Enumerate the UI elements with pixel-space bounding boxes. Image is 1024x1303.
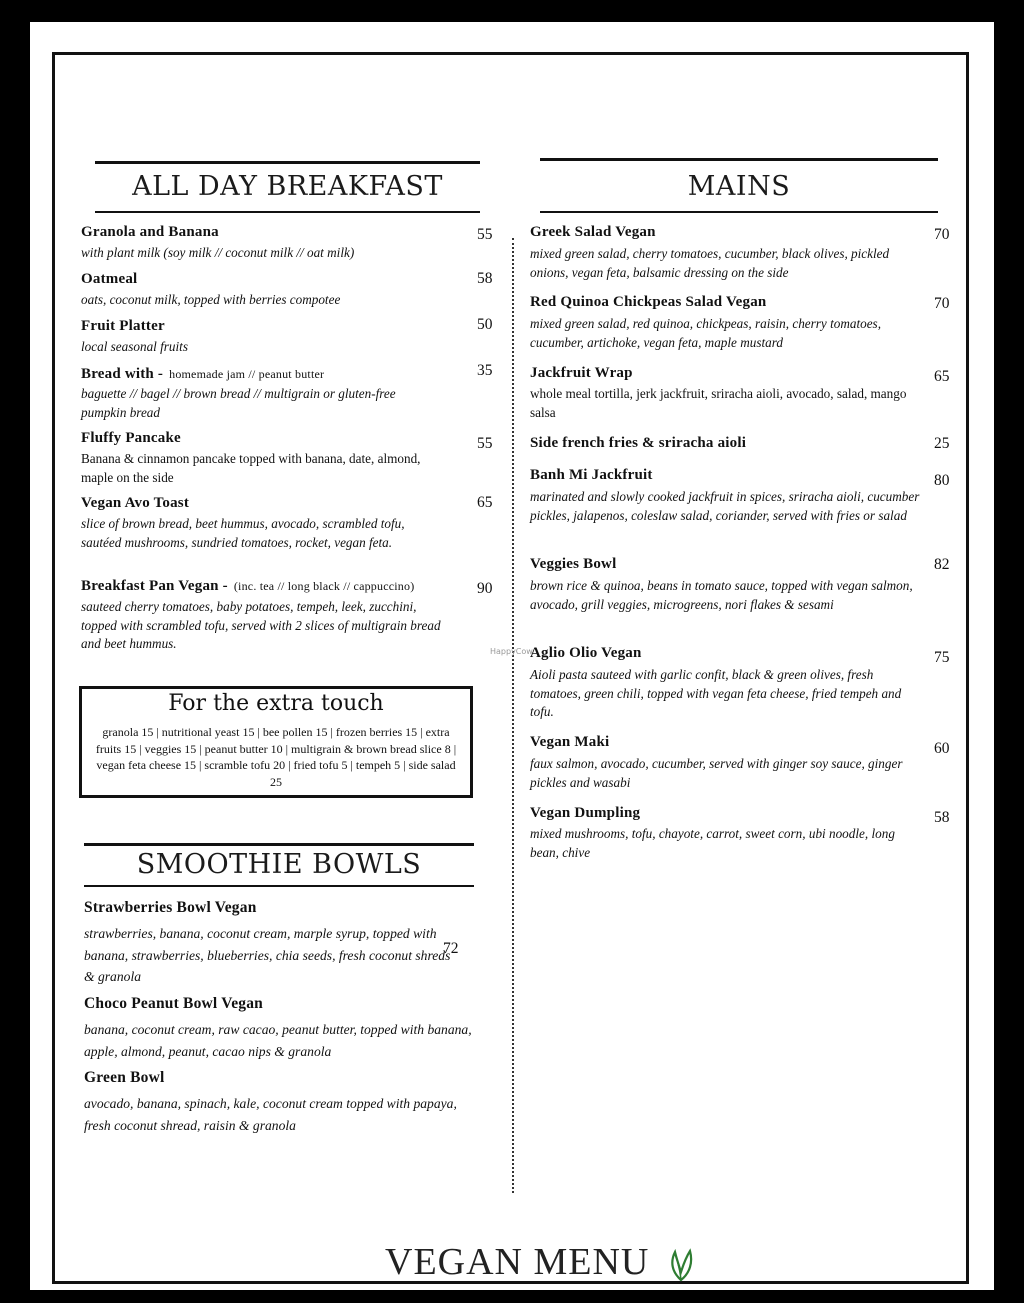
breakfast-item-price: 55 — [477, 435, 493, 452]
breakfast-item-desc: oats, coconut milk, topped with berries compotee — [81, 292, 341, 307]
smoothie-item-desc: strawberries, banana, coconut cream, marple syrup, topped with banana, strawberries, blueberries, chia seeds, fresh coconut shreds & granola — [84, 926, 451, 984]
breakfast-item-price: 35 — [477, 362, 493, 379]
mains-item-price: 70 — [934, 295, 950, 312]
smoothie-item-name: Choco Peanut Bowl Vegan — [84, 995, 263, 1012]
smoothie-title: SMOOTHIE BOWLS — [136, 849, 422, 880]
breakfast-item-name: Vegan Avo Toast — [81, 495, 190, 511]
breakfast-item-name: Granola and Banana — [81, 224, 219, 240]
mains-item-desc: brown rice & quinoa, beans in tomato sauce, topped with vegan salmon, avocado, grill veggies, microgreens, nori flakes & sesami — [530, 578, 913, 612]
breakfast-item-desc: baguette // bagel // brown bread // multigrain or gluten-free pumpkin bread — [81, 386, 396, 420]
extra-touch-title: For the extra touch — [168, 691, 384, 716]
smoothie-item-desc: avocado, banana, spinach, kale, coconut cream topped with papaya, fresh coconut shread, raisin & granola — [84, 1096, 457, 1133]
extra-touch-list: granola 15 | nutritional yeast 15 | bee pollen 15 | frozen berries 15 | extra fruits 15 | veggies 15 | peanut butter 10 | multigrain & brown bread slice 8 | vegan feta cheese 15 | scramble tofu 20 | fried tofu 5 | tempeh 5 | side salad 25 — [95, 725, 457, 789]
mains-item-price: 82 — [934, 556, 950, 573]
smoothie-price: 72 — [443, 940, 459, 957]
breakfast-item-name: Fluffy Pancake — [81, 430, 181, 446]
mains-item-price: 75 — [934, 649, 950, 666]
breakfast-item-price: 55 — [477, 226, 493, 243]
breakfast-item-note: (inc. tea // long black // cappuccino) — [233, 579, 415, 593]
mains-item-name: Greek Salad Vegan — [530, 224, 656, 240]
smoothie-item-name: Green Bowl — [84, 1069, 165, 1086]
mains-item-price: 60 — [934, 740, 950, 757]
breakfast-item-price: 50 — [477, 316, 493, 333]
breakfast-item-name — [81, 578, 414, 595]
mains-item-desc: mixed mushrooms, tofu, chayote, carrot, sweet corn, ubi noodle, long bean, chive — [530, 826, 895, 860]
mains-item-name: Veggies Bowl — [530, 556, 617, 572]
breakfast-item-desc: Banana & cinnamon pancake topped with banana, date, almond, maple on the side — [81, 451, 421, 485]
breakfast-item-name-text: Bread with - — [81, 366, 164, 382]
mains-item-desc: Aioli pasta sauteed with garlic confit, black & green olives, fresh tomatoes, green chili, topped with vegan feta cheese, fried tempeh and tofu. — [530, 667, 902, 719]
extra-touch-box — [79, 686, 473, 798]
breakfast-item-desc: with plant milk (soy milk // coconut milk // oat milk) — [81, 245, 355, 260]
mains-item-name: Aglio Olio Vegan — [530, 645, 642, 661]
watermark: HappyCow — [490, 647, 533, 656]
column-divider — [512, 238, 514, 1193]
breakfast-item-desc: slice of brown bread, beet hummus, avocado, scrambled tofu, sautéed mushrooms, sundried tomatoes, rocket, vegan feta. — [81, 516, 405, 550]
footer-title: VEGAN MENU — [385, 1241, 650, 1283]
mains-item-desc: marinated and slowly cooked jackfruit in spices, sriracha aioli, cucumber pickles, jalapenos, coleslaw salad, coriander, served with fries or salad — [530, 489, 920, 523]
breakfast-item-name-text: Breakfast Pan Vegan - — [81, 578, 228, 594]
breakfast-item-name — [81, 366, 324, 383]
breakfast-item-price: 58 — [477, 270, 493, 287]
mains-top-rule — [540, 158, 938, 161]
mains-item-desc: whole meal tortilla, jerk jackfruit, sriracha aioli, avocado, salad, mango salsa — [530, 386, 907, 420]
mains-title: MAINS — [687, 171, 791, 202]
mains-item-price: 65 — [934, 368, 950, 385]
breakfast-item-desc: sauteed cherry tomatoes, baby potatoes, tempeh, leek, zucchini, topped with scrambled tofu, served with 2 slices of multigrain bread and beet hummus. — [81, 599, 441, 651]
breakfast-top-rule — [95, 161, 480, 164]
mains-item-name: Vegan Maki — [530, 734, 610, 750]
mains-item-desc: mixed green salad, red quinoa, chickpeas, raisin, cherry tomatoes, cucumber, artichoke, vegan feta, maple mustard — [530, 316, 881, 350]
mains-item-desc: mixed green salad, cherry tomatoes, cucumber, black olives, pickled onions, vegan feta, balsamic dressing on the side — [530, 246, 890, 280]
breakfast-bottom-rule — [95, 211, 480, 213]
breakfast-item-note: homemade jam // peanut butter — [169, 367, 325, 381]
mains-item-name: Vegan Dumpling — [530, 805, 641, 821]
mains-item-name: Red Quinoa Chickpeas Salad Vegan — [530, 294, 767, 310]
breakfast-item-desc: local seasonal fruits — [81, 339, 188, 354]
breakfast-item-price: 65 — [477, 494, 493, 511]
mains-item-name: Jackfruit Wrap — [530, 365, 633, 381]
breakfast-title: ALL DAY BREAKFAST — [132, 171, 443, 202]
smoothie-item-name: Strawberries Bowl Vegan — [84, 899, 257, 916]
leaf-icon — [666, 1246, 696, 1282]
smoothie-bottom-rule — [84, 885, 474, 887]
smoothie-top-rule — [84, 843, 474, 846]
mains-bottom-rule — [540, 211, 938, 213]
mains-item-name: Banh Mi Jackfruit — [530, 467, 653, 483]
breakfast-item-name: Oatmeal — [81, 271, 138, 287]
mains-item-desc: faux salmon, avocado, cucumber, served with ginger soy sauce, ginger pickles and wasabi — [530, 756, 903, 790]
breakfast-item-name: Fruit Platter — [81, 318, 165, 334]
smoothie-item-desc: banana, coconut cream, raw cacao, peanut butter, topped with banana, apple, almond, peanut, cacao nips & granola — [84, 1022, 472, 1059]
breakfast-item-price: 90 — [477, 580, 493, 597]
mains-item-price: 70 — [934, 226, 950, 243]
mains-item-name: Side french fries & sriracha aioli — [530, 435, 747, 451]
mains-item-price: 80 — [934, 472, 950, 489]
mains-item-price: 58 — [934, 809, 950, 826]
mains-item-price: 25 — [934, 435, 950, 452]
